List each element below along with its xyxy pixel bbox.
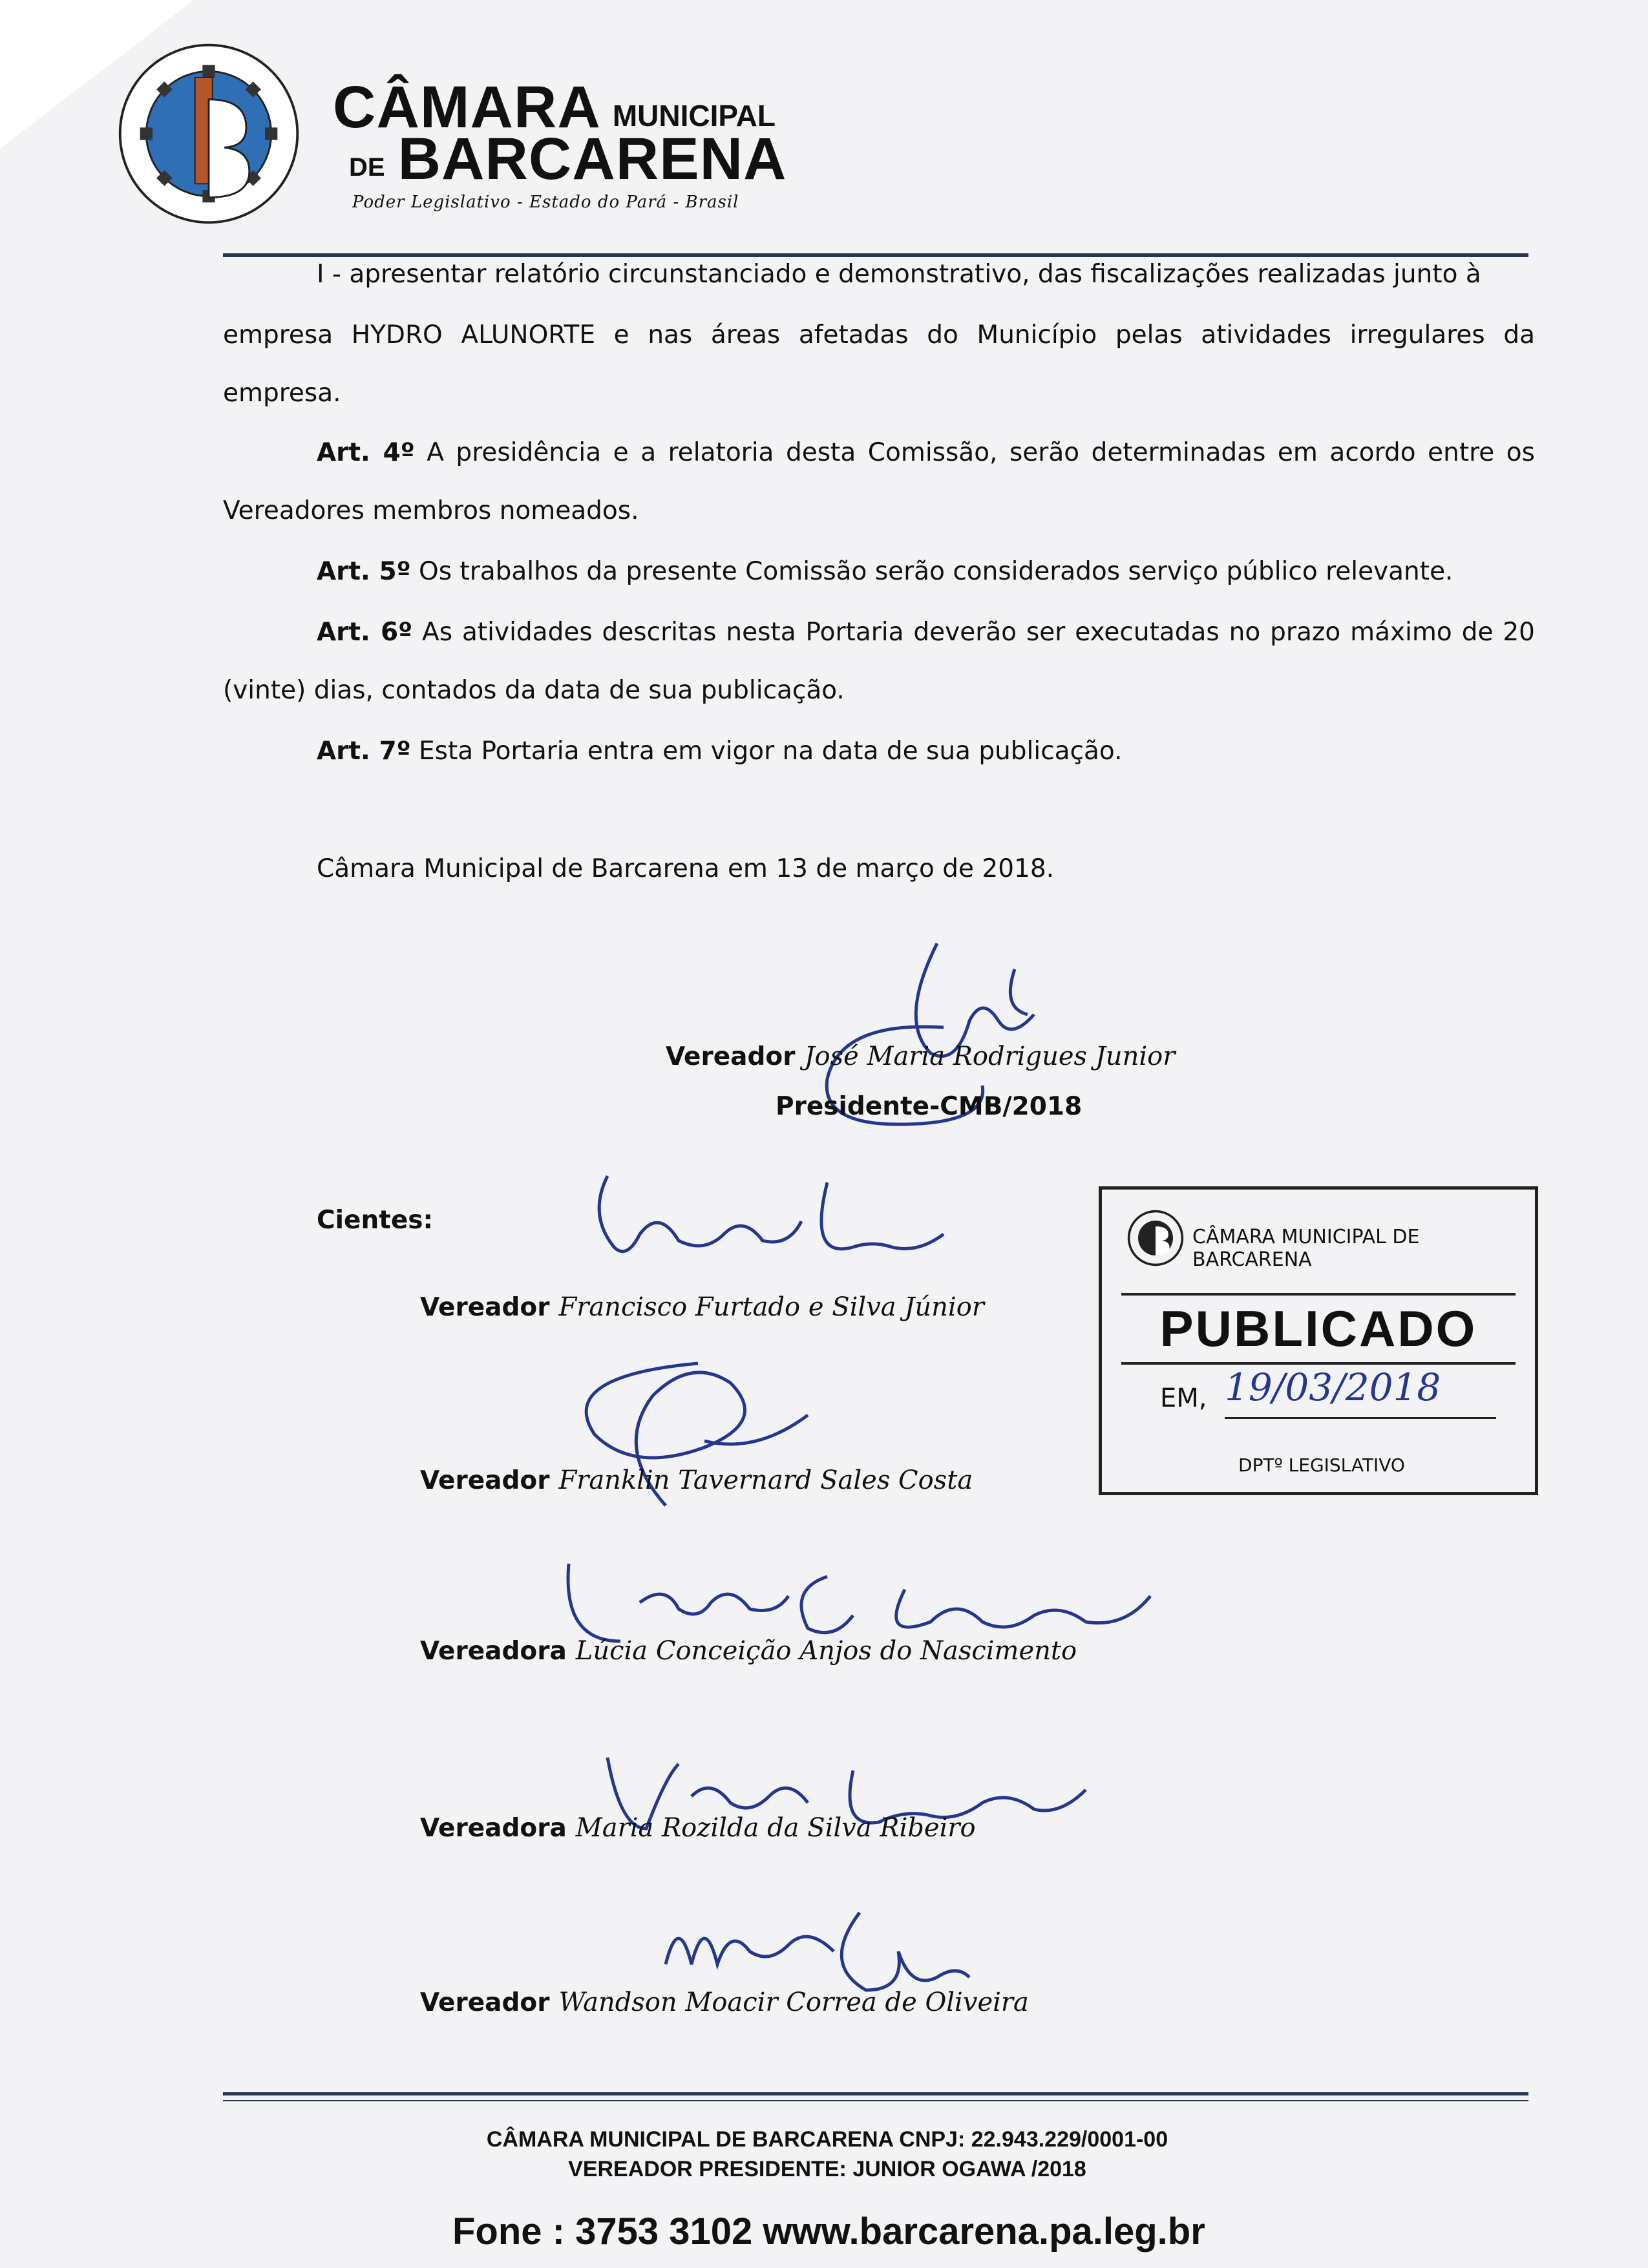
president-role: Presidente-CMB/2018	[776, 1092, 1083, 1121]
footer-cnpj: CÂMARA MUNICIPAL DE BARCARENA CNPJ: 22.943.229/0001-00	[486, 2127, 1168, 2152]
brand-municipal: MUNICIPAL	[612, 99, 776, 132]
signatory-4	[420, 1813, 976, 1843]
signatory-1-prefix: Vereador	[420, 1293, 550, 1322]
footer-rule	[223, 2092, 1528, 2095]
art4-label: Art. 4º	[317, 438, 415, 467]
art7-label: Art. 7º	[317, 737, 411, 766]
brand-subtitle: Poder Legislativo - Estado do Pará - Brasil	[352, 193, 739, 212]
signatory-5	[420, 1988, 1029, 2017]
brand-barcarena: BARCARENA	[397, 126, 787, 192]
stamp-department: DPTº LEGISLATIVO	[1238, 1454, 1405, 1476]
signatory-3-prefix: Vereadora	[420, 1637, 567, 1666]
art4-line2: Vereadores membros nomeados.	[223, 496, 639, 525]
item-i-line2: empresa HYDRO ALUNORTE e nas áreas afetadas do Município pelas atividades irregulares da	[223, 320, 1535, 350]
signatory-4-prefix: Vereadora	[420, 1814, 567, 1843]
stamp-organization: CÂMARA MUNICIPAL DE BARCARENA	[1192, 1226, 1420, 1271]
brand-de: DE	[349, 153, 385, 182]
place-date: Câmara Municipal de Barcarena em 13 de março de 2018.	[317, 854, 1055, 883]
signatory-3-name: Lúcia Conceição Anjos do Nascimento	[575, 1636, 1077, 1666]
art7-text: Esta Portaria entra em vigor na data de sua publicação.	[410, 737, 1123, 766]
art4-line1	[317, 438, 1535, 467]
art6-text1: As atividades descritas nesta Portaria deverão ser executadas no prazo máximo de 20	[412, 618, 1535, 647]
cientes-label: Cientes:	[317, 1206, 434, 1235]
president-name: José Maria Rodrigues Junior	[804, 1042, 1176, 1071]
signatory-5-name: Wandson Moacir Correa de Oliveira	[558, 1988, 1029, 2017]
stamp-em-label: EM,	[1160, 1383, 1207, 1413]
art7	[317, 737, 1123, 766]
signatory-5-prefix: Vereador	[420, 1988, 550, 2017]
stamp-signature-line	[1225, 1417, 1496, 1419]
signatory-1-name: Francisco Furtado e Silva Júnior	[558, 1292, 984, 1322]
signatory-2	[420, 1465, 973, 1495]
art5-label: Art. 5º	[317, 557, 411, 586]
art4-text1: A presidência e a relatoria desta Comissão, serão determinadas em acordo entre os	[414, 438, 1535, 467]
signatory-1	[420, 1292, 984, 1322]
signatory-2-prefix: Vereador	[420, 1466, 550, 1495]
footer-contact: Fone : 3753 3102 www.barcarena.pa.leg.br	[452, 2210, 1205, 2252]
signatory-2-handwritten-signature	[569, 1344, 892, 1525]
footer-rule-thin	[223, 2100, 1528, 2101]
stamp-date: 19/03/2018	[1225, 1365, 1441, 1409]
header-rule	[223, 253, 1528, 257]
brand-city-line	[349, 126, 787, 192]
art6-label: Art. 6º	[317, 618, 413, 647]
signatory-1-handwritten-signature	[556, 1157, 1008, 1305]
publication-stamp	[1099, 1186, 1538, 1495]
art6-line1	[317, 618, 1535, 647]
art5	[317, 557, 1453, 586]
signatory-3	[420, 1636, 1077, 1666]
item-i-line3: empresa.	[223, 379, 341, 408]
signatory-2-name: Franklin Tavernard Sales Costa	[558, 1465, 973, 1495]
president-signature-line	[666, 1042, 1175, 1071]
municipal-seal-logo	[115, 40, 302, 227]
art6-line2: (vinte) dias, contados da data de sua publicação.	[223, 676, 845, 705]
brand-camara: CÂMARA	[333, 74, 601, 140]
stamp-seal-icon	[1126, 1209, 1185, 1267]
item-i-line1: I - apresentar relatório circunstanciado e demonstrativo, das fiscalizações realizadas junto à	[317, 260, 1481, 289]
stamp-status: PUBLICADO	[1121, 1293, 1516, 1365]
art5-text: Os trabalhos da presente Comissão serão considerados serviço público relevante.	[410, 557, 1453, 586]
president-prefix: Vereador	[666, 1042, 796, 1071]
signatory-4-name: Maria Rozilda da Silva Ribeiro	[575, 1813, 976, 1843]
footer-president: VEREADOR PRESIDENTE: JUNIOR OGAWA /2018	[568, 2157, 1086, 2181]
